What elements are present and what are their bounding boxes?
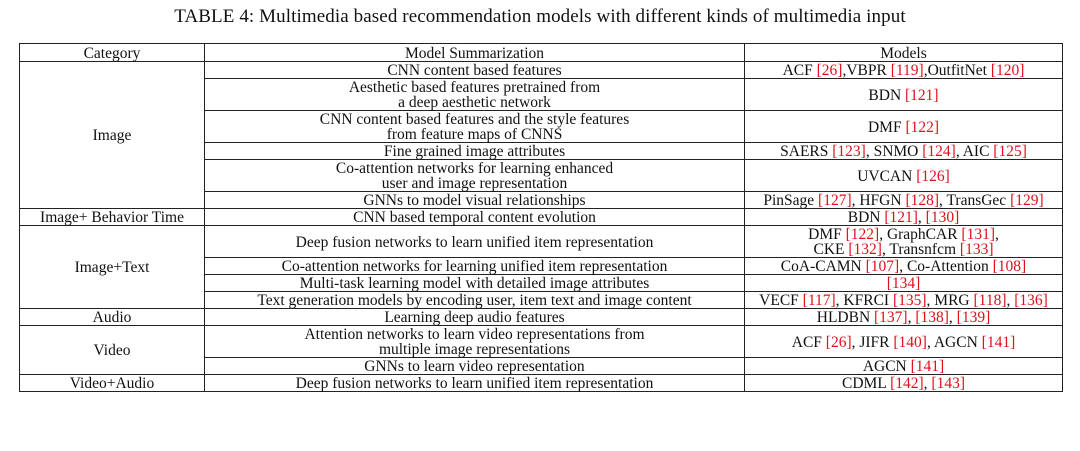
summary-line: user and image representation [381,175,568,192]
model-name-text: , GraphCAR [879,226,962,243]
summary-cell [205,309,745,326]
model-name-text: CoA-CAMN [780,258,866,275]
citation-link[interactable]: [123] [832,143,866,160]
citation-link[interactable]: [139] [956,309,991,326]
citation-link[interactable]: [143] [931,375,965,392]
summary-cell [205,143,745,160]
model-name-text: , [907,309,916,326]
category-cell: Image+ Behavior Time [20,209,205,226]
citation-link[interactable]: [142] [890,375,924,392]
model-name-text: , SNMO [865,143,923,160]
summary-line: GNNs to learn video representation [364,358,585,375]
models-cell [745,192,1063,209]
model-name-text: , AGCN [926,333,982,351]
models-cell [745,62,1063,79]
table-row [20,375,1063,392]
summary-line: Attention networks to learn video representations from [304,326,645,343]
model-name-text: ACF [782,62,817,79]
citation-link[interactable]: [121] [905,86,939,104]
table-row [20,209,1063,226]
summary-cell [205,62,745,79]
citation-link[interactable]: [138] [915,309,949,326]
models-cell [745,292,1063,309]
citation-link[interactable]: [121] [884,209,918,226]
citation-link[interactable]: [141] [981,333,1016,351]
table-row [20,326,1063,358]
category-cell: Image+Text [20,226,205,309]
model-name-text: DMF [867,118,906,136]
model-name-text: UVCAN [857,167,917,185]
recommendation-models-table [19,43,1063,392]
citation-link[interactable]: [131] [961,226,995,243]
summary-line: a deep aesthetic network [398,94,551,111]
citation-link[interactable]: [134] [886,275,921,292]
citation-link[interactable]: [107] [865,258,900,275]
citation-link[interactable]: [129] [1010,192,1044,209]
model-name-text: , JIFR [851,333,894,351]
category-cell: Image [20,62,205,209]
citation-link[interactable]: [108] [992,258,1027,275]
model-name-text: HLDBN [816,309,875,326]
citation-link[interactable]: [119] [890,62,924,79]
summary-line: Deep fusion networks to learn unified item representation [295,233,654,251]
citation-link[interactable]: [26] [816,62,843,79]
summary-line: multiple image representations [378,341,571,358]
citation-link[interactable]: [136] [1014,292,1048,309]
model-name-text: , KFRCI [835,292,893,309]
citation-link[interactable]: [128] [905,192,940,209]
summary-cell [205,358,745,375]
summary-line: Deep fusion networks to learn unified item representation [295,375,654,392]
citation-link[interactable]: [130] [925,209,960,226]
models-cell [745,209,1063,226]
header-models: Models [745,44,1063,62]
table-caption: TABLE 4: Multimedia based recommendation models with different kinds of multimedia input [174,6,906,27]
summary-line: Aesthetic based features pretrained from [348,79,601,96]
model-name-text: ,OutfitNet [923,62,991,79]
summary-line: Co-attention networks for learning unified item representation [281,258,668,275]
summary-line: Multi-task learning model with detailed image attributes [299,275,650,292]
citation-link[interactable]: [137] [874,309,908,326]
summary-line: GNNs to model visual relationships [363,192,586,209]
model-name-text: BDN [868,86,906,104]
citation-link[interactable]: [126] [916,167,950,185]
citation-link[interactable]: [122] [845,226,880,243]
model-name-text: , [948,309,957,326]
models-cell [745,79,1063,111]
citation-link[interactable]: [127] [818,192,852,209]
model-name-text: , TransGec [939,192,1011,209]
summary-line: CNN based temporal content evolution [353,209,596,226]
model-name-text: , HFGN [851,192,906,209]
summary-line: Fine grained image attributes [383,143,566,160]
model-name-text: CKE [813,241,849,258]
model-name-text: , MRG [926,292,974,309]
models-cell [745,358,1063,375]
model-name-text: CDML [842,375,891,392]
table-body [20,62,1063,392]
model-name-text: , [995,226,999,243]
model-name-text: , [1006,292,1015,309]
model-name-text: AGCN [862,358,911,375]
summary-cell [205,79,745,111]
models-cell [745,275,1063,292]
summary-cell [205,160,745,192]
citation-link[interactable]: [133] [959,241,994,258]
table-row [20,62,1063,79]
table-row [20,309,1063,326]
summary-cell [205,209,745,226]
summary-cell [205,375,745,392]
summary-cell [205,292,745,309]
model-name-text: , [917,209,926,226]
summary-line: Co-attention networks for learning enhanced [335,160,614,177]
citation-link[interactable]: [132] [848,241,882,258]
table-row [20,226,1063,258]
summary-cell [205,275,745,292]
category-cell: Video [20,326,205,375]
models-cell [745,375,1063,392]
model-name-text: , Co-Attention [899,258,993,275]
models-cell [745,111,1063,143]
category-cell: Audio [20,309,205,326]
citation-link[interactable]: [118] [973,292,1007,309]
citation-link[interactable]: [117] [802,292,836,309]
citation-link[interactable]: [135] [892,292,927,309]
summary-line: Text generation models by encoding user, item text and image content [257,292,692,309]
models-cell [745,226,1063,258]
citation-link[interactable]: [26] [825,333,852,351]
models-cell [745,258,1063,275]
models-cell [745,309,1063,326]
models-cell [745,160,1063,192]
summary-cell [205,326,745,358]
summary-cell [205,258,745,275]
citation-link[interactable]: [124] [922,143,956,160]
model-name-text: PinSage [763,192,819,209]
model-name-text: , Transnfcm [881,241,960,258]
citation-link[interactable]: [140] [893,333,927,351]
category-cell: Video+Audio [20,375,205,392]
citation-link[interactable]: [122] [905,118,940,136]
model-name-text: BDN [847,209,885,226]
citation-link[interactable]: [141] [910,358,945,375]
models-cell [745,326,1063,358]
summary-line: CNN content based features and the style features [319,111,630,128]
summary-line: CNN content based features [387,62,562,79]
model-name-text: SAERS [780,143,833,160]
header-model-summarization: Model Summarization [205,44,745,62]
header-row [20,44,1063,62]
model-name-text: ,VBPR [842,62,891,79]
summary-line: from feature maps of CNNS [386,126,563,143]
model-name-text: ACF [791,333,826,351]
model-name-text: , AIC [955,143,994,160]
citation-link[interactable]: [120] [990,62,1025,79]
summary-cell [205,226,745,258]
summary-line: Learning deep audio features [384,309,565,326]
models-cell [745,143,1063,160]
model-name-text: , [923,375,932,392]
model-name-text: VECF [759,292,803,309]
summary-cell [205,192,745,209]
citation-link[interactable]: [125] [993,143,1027,160]
model-name-text: DMF [808,226,846,243]
header-category: Category [20,44,205,62]
summary-cell [205,111,745,143]
